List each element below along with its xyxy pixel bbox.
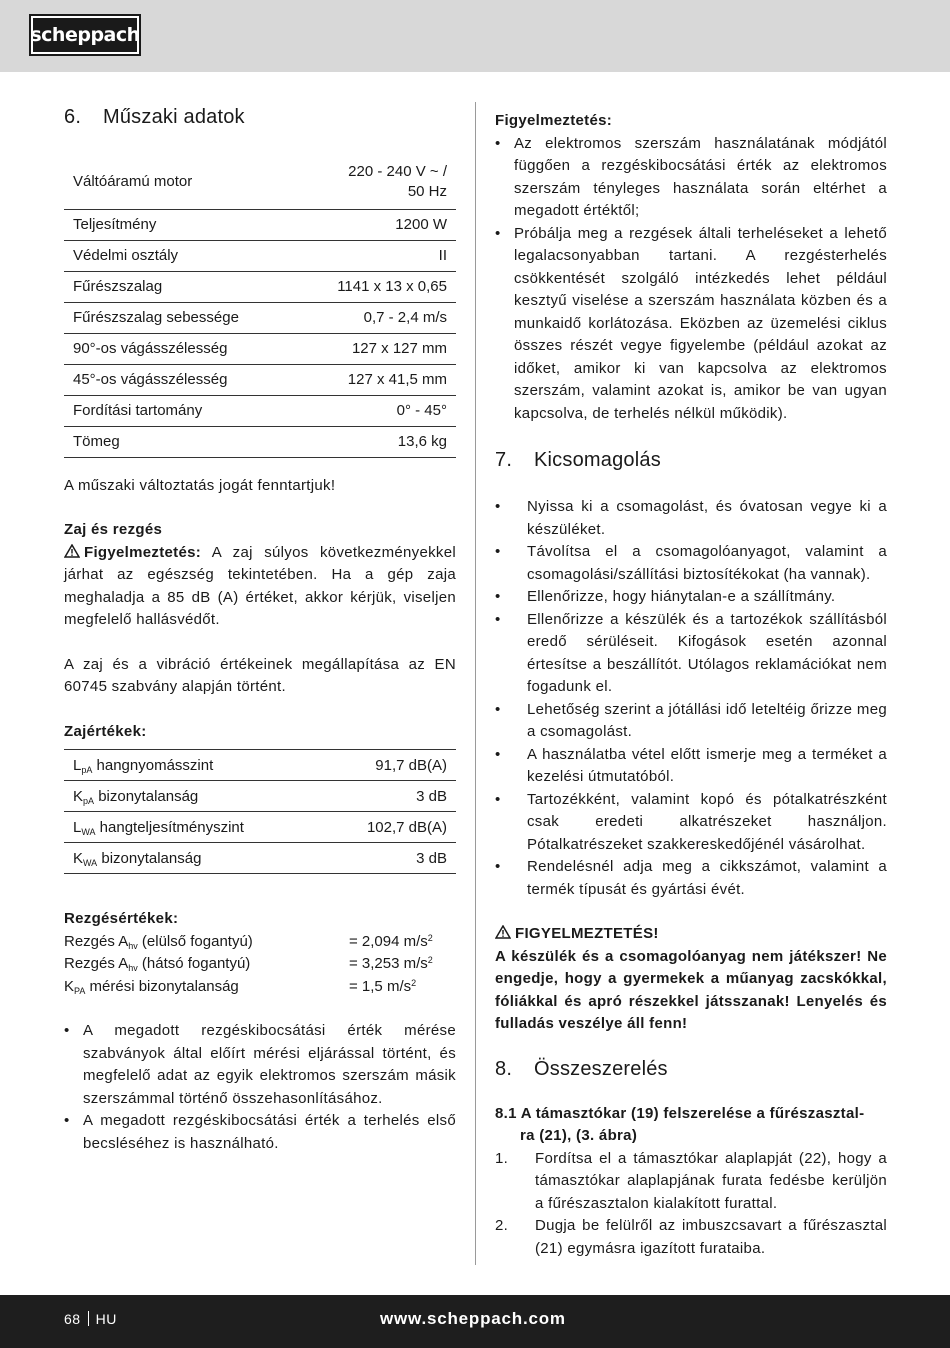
vib-heading: Rezgésértékek: xyxy=(64,910,179,927)
spec-label: 90°-os vágásszélesség xyxy=(64,333,295,364)
right-column xyxy=(495,100,887,1260)
list-item: • Próbálja meg a rezgések általi terheléseket a lehető legalacsonyabban tartani. A rezgésterhelés csökkentését szolgáló intézkedés lehet például kesztyű viselése a szerszám használata közben és a munkaidő korlátozása. Eközben az üzemelési ciklus összes részét vegye figyelembe (például azokat az időket, amikor ki van kapcsolva az elektromos szerszám, valamint azokat is, amikor be van ugyan kapcsolva, de terhelés nélkül működik). xyxy=(495,224,887,422)
spec-label: Váltóáramú motor xyxy=(64,155,295,209)
noise-value: 3 dB xyxy=(322,781,456,812)
warning-triangle-icon xyxy=(64,544,80,558)
spec-table xyxy=(64,155,456,458)
warning-bullets xyxy=(495,133,887,426)
list-item: 2. Dugja be felülről az imbuszcsavart a fűrészasztal (21) egymásra igazított furataiba. xyxy=(495,1217,887,1257)
spec-value: 127 x 41,5 mm xyxy=(295,364,456,395)
page-number: 68 HU xyxy=(64,1311,117,1327)
noise-values-heading: Zajértékek: xyxy=(64,722,147,740)
noise-row xyxy=(64,750,456,781)
spec-row xyxy=(64,302,456,333)
spec-row xyxy=(64,395,456,426)
spec-label: Védelmi osztály xyxy=(64,240,295,271)
noise-values-table xyxy=(64,749,456,874)
column-divider xyxy=(475,102,476,1265)
list-item: • Ellenőrizze, hogy hiánytalan-e a szállítmány. xyxy=(495,588,836,605)
section-6-heading: 6. Műszaki adatok xyxy=(64,106,245,128)
spec-value: 0° - 45° xyxy=(295,395,456,426)
list-item: • Az elektromos szerszám használatának módjától függően a rezgéskibocsátási érték az elektromos szerszám tényleges használata során eltérhet a megadott értéktől; xyxy=(495,134,887,219)
assembly-steps xyxy=(495,1148,887,1261)
noise-label: $L_{pA}$ hangnyomásszint xyxy=(64,750,322,781)
spec-row xyxy=(64,333,456,364)
spec-value: 1200 W xyxy=(295,209,456,240)
spec-label: 45°-os vágásszélesség xyxy=(64,364,295,395)
list-item: • Nyissa ki a csomagolást, és óvatosan vegye ki a készüléket. xyxy=(495,498,887,538)
scheppach-logo: scheppach xyxy=(29,14,141,56)
website-url: www.scheppach.com xyxy=(380,1309,566,1328)
spec-value: 13,6 kg xyxy=(295,426,456,457)
list-item: • Ellenőrizze a készülék és a tartozékok szállításból eredő sérüléseit. Kifogások esetén azonnal értesítse a beszállítót. Utólagos reklamációkat nem fogadunk el. xyxy=(495,610,887,695)
list-item: • Tartozékként, valamint kopó és pótalkatrészként csak eredeti alkatrészeket használjon. Pótalkatrészeket szakkereskedőjénél vásárolhat. xyxy=(495,790,887,853)
warning-heading: Figyelmeztetés: xyxy=(495,112,613,129)
section-7-heading: 7. Kicsomagolás xyxy=(495,449,661,471)
spec-row xyxy=(64,240,456,271)
vib-row: $K_{PA}$ mérési bizonytalanság = 1,5 $m/s^2$ xyxy=(64,977,417,996)
vib-values xyxy=(64,931,456,999)
spec-label: Fűrészszalag sebessége xyxy=(64,302,295,333)
noise-row xyxy=(64,781,456,812)
spec-row xyxy=(64,155,456,209)
warning-triangle-icon xyxy=(495,925,511,939)
spec-row xyxy=(64,426,456,457)
section-8-heading: 8. Összeszerelés xyxy=(495,1057,668,1080)
list-item: • Rendelésnél adja meg a cikkszámot, valamint a termék típusát és gyártási évét. xyxy=(495,858,887,898)
list-item: • Távolítsa el a csomagolóanyagot, valamint a csomagolási/szállítási biztosítékokat (ha vannak). xyxy=(495,543,887,583)
noise-value: 102,7 dB(A) xyxy=(322,812,456,843)
standard-text: A zaj és a vibráció értékeinek megállapítása az EN 60745 szabvány alapján történt. xyxy=(64,655,456,695)
unpack-bullets xyxy=(495,496,887,901)
page-header xyxy=(0,0,950,72)
warning2-text: A készülék és a csomagolóanyag nem játékszer! Ne engedje, hogy a gyermekek a műanyag zacskókkal, fóliákkal és apró részekkel játsszanak! Lenyelés és fulladás veszélye áll fenn! xyxy=(495,947,887,1032)
noise-label: $K_{pA}$ bizonytalanság xyxy=(64,781,322,812)
noise-label: $K_{WA}$ bizonytalanság xyxy=(64,843,322,874)
spec-label: Tömeg xyxy=(64,426,295,457)
left-column xyxy=(64,100,456,1155)
vib-row: Rezgés $A_{hv}$ (elülső fogantyú) = 2,094 $m/s^2$ xyxy=(64,932,433,951)
subsection-8-1-heading: 8.1 A támasztókar (19) felszerelése a fűrészasztal- ra (21), (3. ábra) xyxy=(495,1104,865,1144)
page-footer xyxy=(0,1295,950,1348)
list-item: 1. Fordítsa el a támasztókar alaplapját (22), hogy a támasztókar alaplapjának furata fedésbe kerüljön a fűrészasztalon kialakított furattal. xyxy=(495,1149,887,1212)
spec-label: Fordítási tartomány xyxy=(64,395,295,426)
noise-label: $L_{WA}$ hangteljesítményszint xyxy=(64,812,322,843)
spec-row xyxy=(64,209,456,240)
noise-value: 3 dB xyxy=(322,843,456,874)
vib-bullets xyxy=(64,1020,456,1155)
warning2-heading: FIGYELMEZTETÉS! xyxy=(495,923,887,946)
spec-row xyxy=(64,364,456,395)
spec-value: 0,7 - 2,4 m/s xyxy=(295,302,456,333)
list-item: • Lehetőség szerint a jótállási idő leteltéig őrizze meg a csomagolást. xyxy=(495,700,887,740)
reserve-note: A műszaki változtatás jogát fenntartjuk! xyxy=(64,476,336,494)
spec-value: II xyxy=(295,240,456,271)
noise-row xyxy=(64,812,456,843)
spec-label: Fűrészszalag xyxy=(64,271,295,302)
noise-value: 91,7 dB(A) xyxy=(322,750,456,781)
spec-value: 1141 x 13 x 0,65 xyxy=(295,271,456,302)
spec-row xyxy=(64,271,456,302)
vib-row: Rezgés $A_{hv}$ (hátsó fogantyú) = 3,253 $m/s^2$ xyxy=(64,955,433,973)
spec-value: 220 - 240 V ~ / 50 Hz xyxy=(295,155,456,209)
noise-warning: Figyelmeztetés: A zaj súlyos következményekkel járhat az egészség tekintetében. Ha a gép zaja meghaladja a 85 dB (A) értéket, akkor kérjük, viseljen megfelelő hallásvédőt. xyxy=(64,543,456,628)
noise-heading: Zaj és rezgés xyxy=(64,521,163,538)
list-item: • A használatba vétel előtt ismerje meg a terméket a kezelési útmutatóból. xyxy=(495,745,887,785)
spec-value: 127 x 127 mm xyxy=(295,333,456,364)
spec-label: Teljesítmény xyxy=(64,209,295,240)
noise-row xyxy=(64,843,456,874)
list-item: • A megadott rezgéskibocsátási érték mérése szabványok által előírt mérési eljárással történt, és megfelelő adat az egyik elektromos szerszám másik szerszámmal történő összehasonlításához. xyxy=(64,1022,456,1107)
list-item: • A megadott rezgéskibocsátási érték a terhelés első becsléséhez is használható. xyxy=(64,1112,456,1152)
